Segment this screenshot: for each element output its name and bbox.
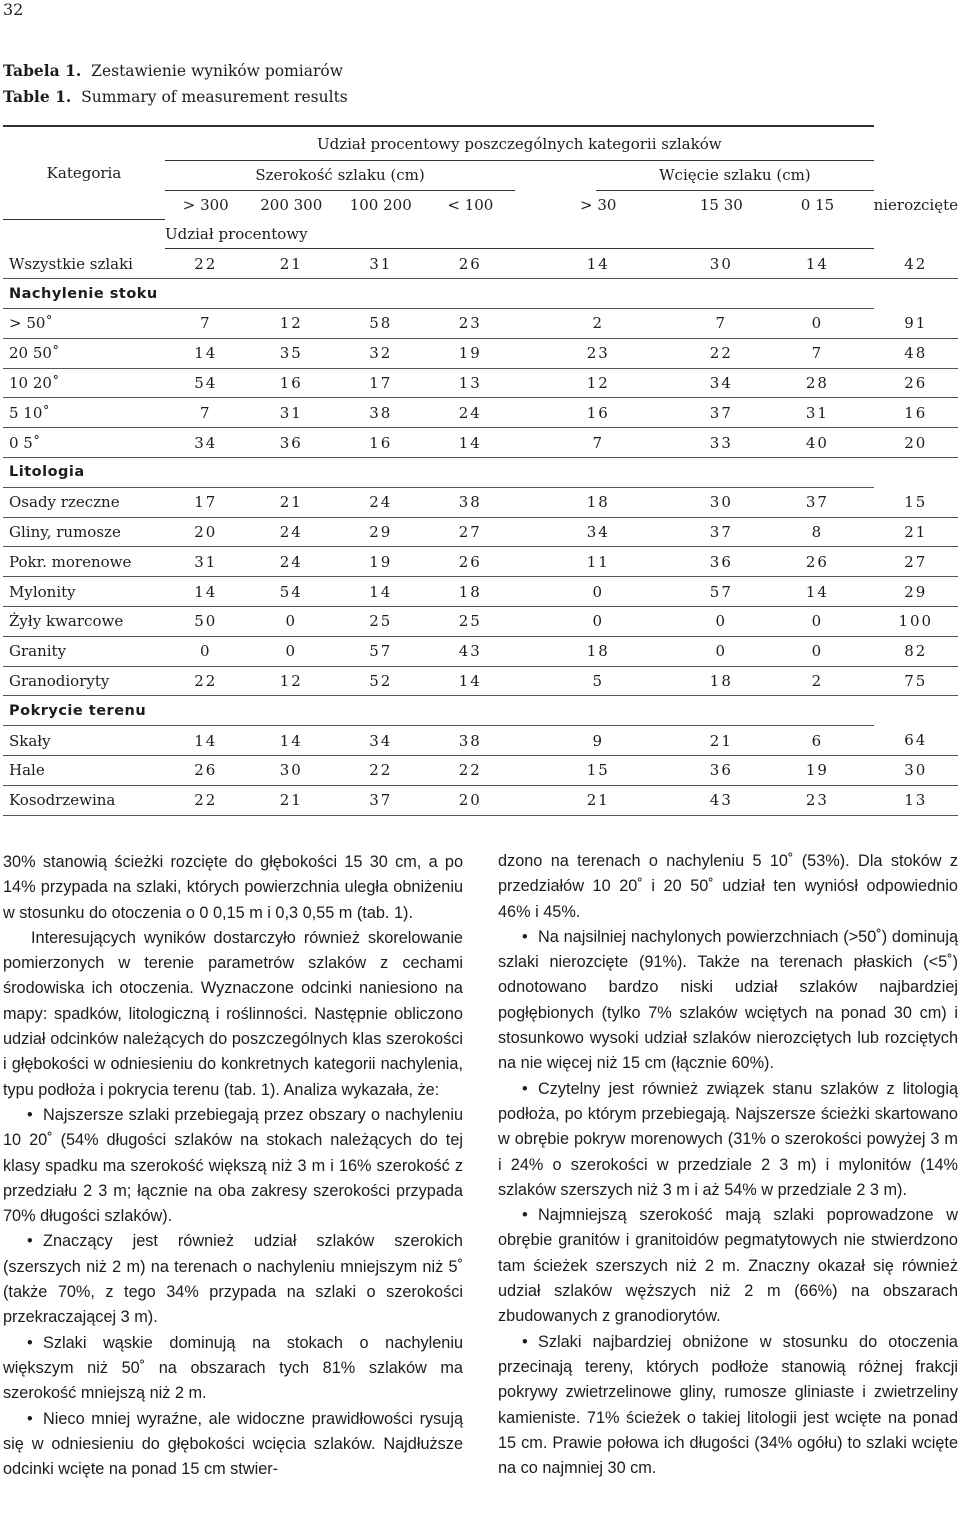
table-cell: 16 <box>874 398 958 428</box>
table-cell: 33 <box>681 428 761 458</box>
table-cell: 25 <box>425 606 515 636</box>
table-cell: 19 <box>336 547 425 577</box>
table-cell: 27 <box>874 547 958 577</box>
table-cell: 21 <box>681 726 761 756</box>
table-cell: 5 <box>515 666 681 696</box>
table-row <box>3 487 958 517</box>
table-row <box>3 547 958 577</box>
row-label: Mylonity <box>3 577 165 607</box>
table-cell: 14 <box>165 338 247 368</box>
table-cell: 24 <box>247 517 336 547</box>
row-label: Gliny, rumosze <box>3 517 165 547</box>
table-cell: 6 <box>761 726 873 756</box>
row-label: Pokr. morenowe <box>3 547 165 577</box>
table-cell: 18 <box>515 487 681 517</box>
table-cell: 14 <box>425 666 515 696</box>
paragraph: dzono na terenach o nachyleniu 5 10˚ (53%). Dla stoków z przedziałów 10 20˚ i 20 50˚ udział ten wyniósł odpowiednio 46% i 45%. <box>498 852 958 921</box>
caption-polish <box>3 58 348 84</box>
text-column-right <box>498 849 958 1481</box>
column-header: nierozcięte <box>873 195 958 214</box>
table-cell: 19 <box>761 755 873 785</box>
table-cell: 16 <box>247 368 336 398</box>
table-cell: 13 <box>874 785 958 815</box>
table-cell: 7 <box>165 398 247 428</box>
column-header: 200 300 <box>260 196 323 215</box>
table-cell: 13 <box>425 368 515 398</box>
table-row <box>3 726 958 756</box>
table-cell: 16 <box>336 428 425 458</box>
row-label: Granodioryty <box>3 666 165 696</box>
table-cell: 32 <box>336 338 425 368</box>
table-cell: 9 <box>515 726 681 756</box>
table-cell: 2 <box>761 666 873 696</box>
table-cell: 21 <box>247 785 336 815</box>
table-cell: 48 <box>874 338 958 368</box>
table-cell: 38 <box>425 726 515 756</box>
table-cell: 18 <box>425 577 515 607</box>
table-cell: 22 <box>165 249 247 279</box>
table-cell: 14 <box>761 577 873 607</box>
table-cell: 7 <box>165 308 247 338</box>
table-cell: 22 <box>165 666 247 696</box>
table-cell: 27 <box>425 517 515 547</box>
table-row <box>3 577 958 607</box>
table-cell: 23 <box>425 308 515 338</box>
table-cell: 7 <box>515 428 681 458</box>
table-cell: 21 <box>515 785 681 815</box>
caption-english <box>3 84 348 110</box>
share-header: Udział procentowy poszczególnych kategorii szlaków <box>165 126 874 161</box>
table-row <box>3 636 958 666</box>
table-cell: 0 <box>515 606 681 636</box>
table-cell: 0 <box>247 636 336 666</box>
section-header-row <box>3 457 958 487</box>
table-cell: 38 <box>425 487 515 517</box>
section-title: Litologia <box>3 457 874 487</box>
table-cell: 34 <box>165 428 247 458</box>
table-cell: 91 <box>874 308 958 338</box>
table-cell: 20 <box>425 785 515 815</box>
table-row <box>3 428 958 458</box>
caption-en-text: Summary of measurement results <box>81 88 348 106</box>
table-cell: 30 <box>247 755 336 785</box>
table-cell: 35 <box>247 338 336 368</box>
table-cell: 37 <box>761 487 873 517</box>
table-row <box>3 755 958 785</box>
table-cell: 2 <box>515 308 681 338</box>
table-cell: 26 <box>761 547 873 577</box>
table-cell: 0 <box>681 636 761 666</box>
table-cell: 31 <box>165 547 247 577</box>
table-row <box>3 398 958 428</box>
table-row <box>3 666 958 696</box>
column-header: > 300 <box>182 196 229 215</box>
table-cell: 22 <box>336 755 425 785</box>
table-cell: 0 <box>515 577 681 607</box>
percent-header: Udział procentowy <box>165 220 874 249</box>
table-cell: 22 <box>681 338 761 368</box>
table-cell: 26 <box>165 755 247 785</box>
row-label: 20 50˚ <box>3 338 165 368</box>
table-cell: 21 <box>247 487 336 517</box>
table-cell: 40 <box>761 428 873 458</box>
table-cell: 19 <box>425 338 515 368</box>
table-cell: 14 <box>247 726 336 756</box>
row-label: 10 20˚ <box>3 368 165 398</box>
text-column-left <box>3 850 463 1482</box>
table-cell: 14 <box>761 249 873 279</box>
table-row <box>3 368 958 398</box>
table-cell: 14 <box>165 726 247 756</box>
table-cell: 31 <box>761 398 873 428</box>
table-cell: 43 <box>681 785 761 815</box>
table-cell: 36 <box>681 547 761 577</box>
table-cell: 34 <box>681 368 761 398</box>
bullet-paragraph: • Najmniejszą szerokość mają szlaki poprowadzone w obrębie granitów i granitoidów pegmatytowych nie stwierdzono tam ścieżek szerszych niż 2 m. Znaczny okazał się również udział szlaków węższych niż 2 m (66%) na obszarach zbudowanych z granodiorytów. <box>498 1203 958 1329</box>
table-cell: 37 <box>336 785 425 815</box>
table-cell: 18 <box>681 666 761 696</box>
page-number: 32 <box>3 0 24 19</box>
width-header: Szerokość szlaku (cm) <box>165 161 515 191</box>
table-cell: 26 <box>425 547 515 577</box>
table-cell: 22 <box>425 755 515 785</box>
table-cell: 23 <box>515 338 681 368</box>
table-cell: 30 <box>874 755 958 785</box>
table-cell: 15 <box>874 487 958 517</box>
table-cell: 21 <box>874 517 958 547</box>
caption-pl-label: Tabela 1. <box>3 61 82 80</box>
table-row <box>3 785 958 815</box>
table-cell: 30 <box>681 249 761 279</box>
row-label: 5 10˚ <box>3 398 165 428</box>
bullet-paragraph: • Szlaki najbardziej obniżone w stosunku do otoczenia przecinają tereny, których podłoże stanowią różnej frakcji pokrywy zwietrzelinowe gliny, rumosze gliniaste i zwietrzeliny kamieniste. 71% ścieżek o takiej litologii jest wcięte na ponad 15 cm. Prawie połowa ich długości (34% ogółu) to szlaki wcięte na co najmniej 30 cm. <box>498 1330 958 1482</box>
table-cell: 52 <box>336 666 425 696</box>
section-title: Nachylenie stoku <box>3 279 874 309</box>
table-cell: 37 <box>681 517 761 547</box>
table-cell: 36 <box>247 428 336 458</box>
table-cell: 0 <box>165 636 247 666</box>
row-label: 0 5˚ <box>3 428 165 458</box>
table-cell: 31 <box>247 398 336 428</box>
table-cell: 17 <box>165 487 247 517</box>
table-cell: 100 <box>874 606 958 636</box>
table-cell: 24 <box>336 487 425 517</box>
table-cell: 0 <box>761 606 873 636</box>
table-cell: 34 <box>515 517 681 547</box>
table-cell: 21 <box>247 249 336 279</box>
table-cell: 14 <box>425 428 515 458</box>
table-cell: 0 <box>681 606 761 636</box>
table-cell: 64 <box>874 726 958 756</box>
row-label: Hale <box>3 755 165 785</box>
table-cell: 29 <box>336 517 425 547</box>
row-label: Kosodrzewina <box>3 785 165 815</box>
table-row <box>3 338 958 368</box>
table-cell: 31 <box>336 249 425 279</box>
table-cell: 16 <box>515 398 681 428</box>
cut-header: Wcięcie szlaku (cm) <box>596 161 873 191</box>
column-header: 100 200 <box>349 196 412 215</box>
table-cell: 36 <box>681 755 761 785</box>
bullet-paragraph: • Czytelny jest również związek stanu szlaków z litologią podłoża, po którym przebiegają. Najszersze ścieżki skartowano w obrębie pokryw morenowych (31% o szerokości powyżej 3 m i 24% o szerokości w przedziale 2 3 m) i mylonitów (14% szlaków szerszych niż 3 m i aż 54% w przedziale 2 3 m). <box>498 1077 958 1203</box>
table-cell: 54 <box>165 368 247 398</box>
table-cell: 7 <box>681 308 761 338</box>
results-table <box>3 125 958 816</box>
table-cell: 14 <box>336 577 425 607</box>
table-cell: 30 <box>681 487 761 517</box>
column-header: 15 30 <box>699 196 743 215</box>
row-label: Żyły kwarcowe <box>3 606 165 636</box>
table-cell: 7 <box>761 338 873 368</box>
table-cell: 37 <box>681 398 761 428</box>
table-cell: 18 <box>515 636 681 666</box>
category-header: Kategoria <box>3 126 165 220</box>
table-cell: 15 <box>515 755 681 785</box>
table-cell: 22 <box>165 785 247 815</box>
table-cell: 58 <box>336 308 425 338</box>
section-header-row <box>3 696 958 726</box>
table-cell: 12 <box>515 368 681 398</box>
column-header: < 100 <box>447 196 494 215</box>
bullet-paragraph: • Nieco mniej wyraźne, ale widoczne prawidłowości rysują się w odniesieniu do głębokości wcięcia szlaków. Najdłuższe odcinki wcięte na ponad 15 cm stwier- <box>3 1407 463 1483</box>
table-cell: 34 <box>336 726 425 756</box>
row-label: Granity <box>3 636 165 666</box>
bullet-paragraph: • Najszersze szlaki przebiegają przez obszary o nachyleniu 10 20˚ (54% długości szlaków na stokach należących do tej klasy spadku ma szerokość większą niż 3 m i 16% szerokość z przedziału 2 3 m; łącznie na oba zakresy szerokości przypada 70% długości szlaków). <box>3 1103 463 1229</box>
table-cell: 11 <box>515 547 681 577</box>
table-cell: 14 <box>165 577 247 607</box>
table-cell: 57 <box>336 636 425 666</box>
bullet-paragraph: • Znaczący jest również udział szlaków szerokich (szerszych niż 2 m) na terenach o nachyleniu mniejszym niż 5˚ (także 70%, z tego 34% przypada na szlaki o szerokości przekraczającej 3 m). <box>3 1229 463 1330</box>
table-cell: 28 <box>761 368 873 398</box>
paragraph: Interesujących wyników dostarczyło również skorelowanie pomierzonych w terenie parametrów szlaków z cechami środowiska ich otoczenia. Wyznaczone odcinki naniesiono na mapy: spadków, litologiczną i roślinności. Następnie obliczono udział odcinków należących do poszczególnych klas szerokości i głębokości w odniesieniu do konkretnych kategorii nachylenia, typu podłoża i pokrycia terenu (tab. 1). Analiza wykazała, że: <box>3 928 463 1099</box>
table-cell: 20 <box>165 517 247 547</box>
table-cell: 17 <box>336 368 425 398</box>
column-header: 0 15 <box>800 196 835 215</box>
table-cell: 50 <box>165 606 247 636</box>
table-cell: 26 <box>874 368 958 398</box>
section-title: Pokrycie terenu <box>3 696 874 726</box>
section-header-row <box>3 279 958 309</box>
paragraph: 30% stanowią ścieżki rozcięte do głębokości 15 30 cm, a po 14% przypada na szlaki, których powierzchnia uległa obniżeniu w stosunku do otoczenia o 0 0,15 m i 0,3 0,55 m (tab. 1). <box>3 853 463 922</box>
column-header: > 30 <box>580 196 617 215</box>
table-cell: 14 <box>515 249 681 279</box>
table-cell: 82 <box>874 636 958 666</box>
table-cell: 12 <box>247 308 336 338</box>
bullet-paragraph: • Na najsilniej nachylonych powierzchniach (>50˚) dominują szlaki nierozcięte (91%). Także na terenach płaskich (<5˚) odnotowano bardzo niski udział szlaków najbardziej pogłębionych (tylko 7% szlaków wciętych na ponad 30 cm) i stosunkowo wysoki udział szlaków nierozciętych lub rozciętych na nie więcej niż 15 cm (łącznie 60%). <box>498 925 958 1077</box>
table-cell: 54 <box>247 577 336 607</box>
row-label: Wszystkie szlaki <box>3 249 165 279</box>
table-cell: 0 <box>761 636 873 666</box>
table-cell: 38 <box>336 398 425 428</box>
caption-en-label: Table 1. <box>3 87 72 106</box>
table-caption <box>3 58 348 110</box>
table-cell: 0 <box>247 606 336 636</box>
table-row <box>3 249 958 279</box>
table-cell: 20 <box>874 428 958 458</box>
row-label: Osady rzeczne <box>3 487 165 517</box>
table-cell: 23 <box>761 785 873 815</box>
table-cell: 24 <box>425 398 515 428</box>
table-cell: 29 <box>874 577 958 607</box>
table-cell: 12 <box>247 666 336 696</box>
row-label: > 50˚ <box>3 308 165 338</box>
table-cell: 75 <box>874 666 958 696</box>
row-label: Skały <box>3 726 165 756</box>
table-cell: 25 <box>336 606 425 636</box>
table-cell: 43 <box>425 636 515 666</box>
table-cell: 24 <box>247 547 336 577</box>
table-cell: 8 <box>761 517 873 547</box>
table-row <box>3 517 958 547</box>
table-row <box>3 308 958 338</box>
table-cell: 42 <box>874 249 958 279</box>
caption-pl-text: Zestawienie wyników pomiarów <box>91 62 344 80</box>
table-cell: 26 <box>425 249 515 279</box>
bullet-paragraph: • Szlaki wąskie dominują na stokach o nachyleniu większym niż 50˚ na obszarach tych 81% szlaków ma szerokość mniejszą niż 2 m. <box>3 1331 463 1407</box>
table-row <box>3 606 958 636</box>
table-cell: 57 <box>681 577 761 607</box>
table-cell: 0 <box>761 308 873 338</box>
